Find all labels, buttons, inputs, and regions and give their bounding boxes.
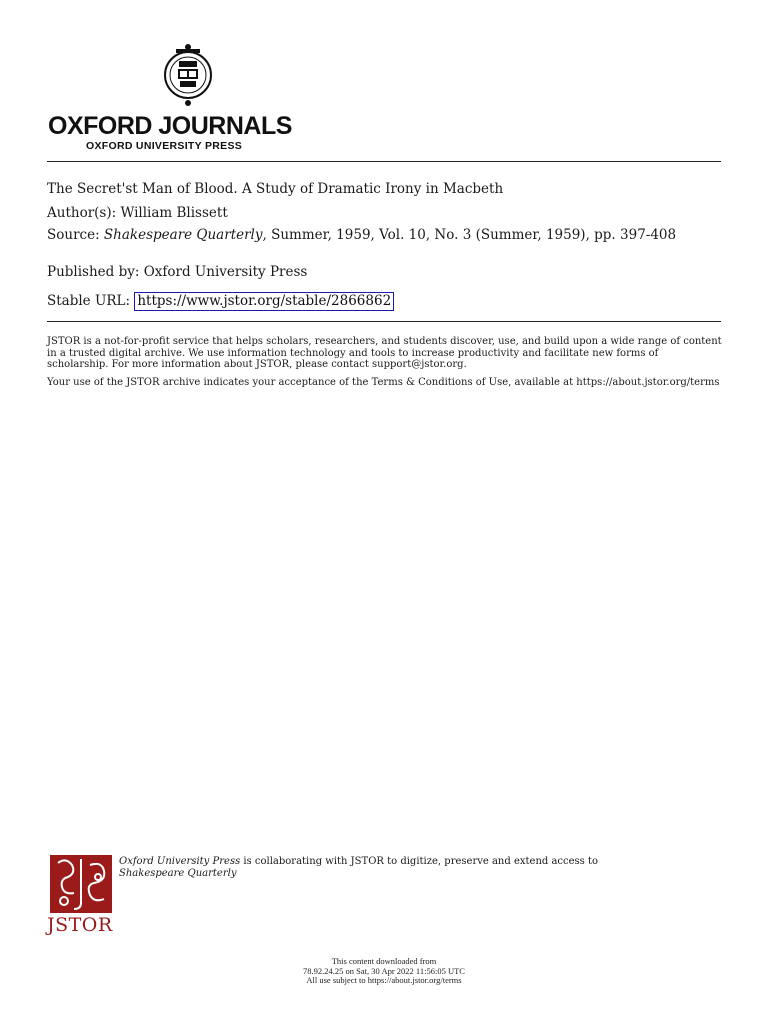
stable-url-link[interactable]: https://www.jstor.org/stable/2866862 xyxy=(134,292,394,311)
oxford-journals-brand: OXFORD JOURNALS xyxy=(48,112,292,140)
stable-url-label: Stable URL: xyxy=(47,293,131,309)
collab-journal: Shakespeare Quarterly xyxy=(119,867,237,879)
download-notice xyxy=(200,957,568,986)
collab-text: is collaborating with JSTOR to digitize, preserve and extend access to xyxy=(243,856,599,867)
source-label: Source: xyxy=(47,227,100,243)
publisher-line xyxy=(47,264,307,280)
jstor-terms-notice: Your use of the JSTOR archive indicates your acceptance of the Terms & Conditions of Use, available at https://about.jstor.org/terms xyxy=(47,377,720,388)
jstor-wordmark: JSTOR xyxy=(47,914,113,936)
download-line-3: All use subject to https://about.jstor.org/terms xyxy=(306,975,462,985)
download-line-1: This content downloaded from xyxy=(331,956,437,966)
jstor-about-notice: JSTOR is a not-for-profit service that helps scholars, researchers, and students discover, use, and build upon a wide range of content in a trusted digital archive. We use information technology and tools to increase productivity and facilitate new forms of scholarship. For more information about JSTOR, please contact support@jstor.org. xyxy=(47,336,722,370)
publisher-name: Oxford University Press xyxy=(143,264,308,280)
collab-publisher: Oxford University Press xyxy=(119,856,241,867)
publisher-label: Published by: xyxy=(47,264,140,280)
download-line-2: 78.92.24.25 on Sat, 30 Apr 2022 11:56:05 UTC xyxy=(303,965,465,976)
source-line xyxy=(47,228,717,243)
stable-url-line xyxy=(47,292,394,311)
article-title: The Secret'st Man of Blood. A Study of Dramatic Irony in Macbeth xyxy=(47,181,504,197)
jstor-logo-icon xyxy=(50,855,112,913)
author-name: William Blissett xyxy=(120,205,228,221)
author-label: Author(s): xyxy=(47,205,117,221)
divider xyxy=(47,321,721,322)
author-line xyxy=(47,205,228,221)
divider xyxy=(47,161,721,162)
oxford-crest-icon xyxy=(162,43,214,111)
source-journal: Shakespeare Quarterly xyxy=(103,227,263,243)
oxford-university-press-brand: OXFORD UNIVERSITY PRESS xyxy=(86,140,243,152)
source-details: , Summer, 1959, Vol. 10, No. 3 (Summer, 1959), pp. 397-408 xyxy=(262,227,677,243)
collaboration-notice xyxy=(119,856,719,879)
